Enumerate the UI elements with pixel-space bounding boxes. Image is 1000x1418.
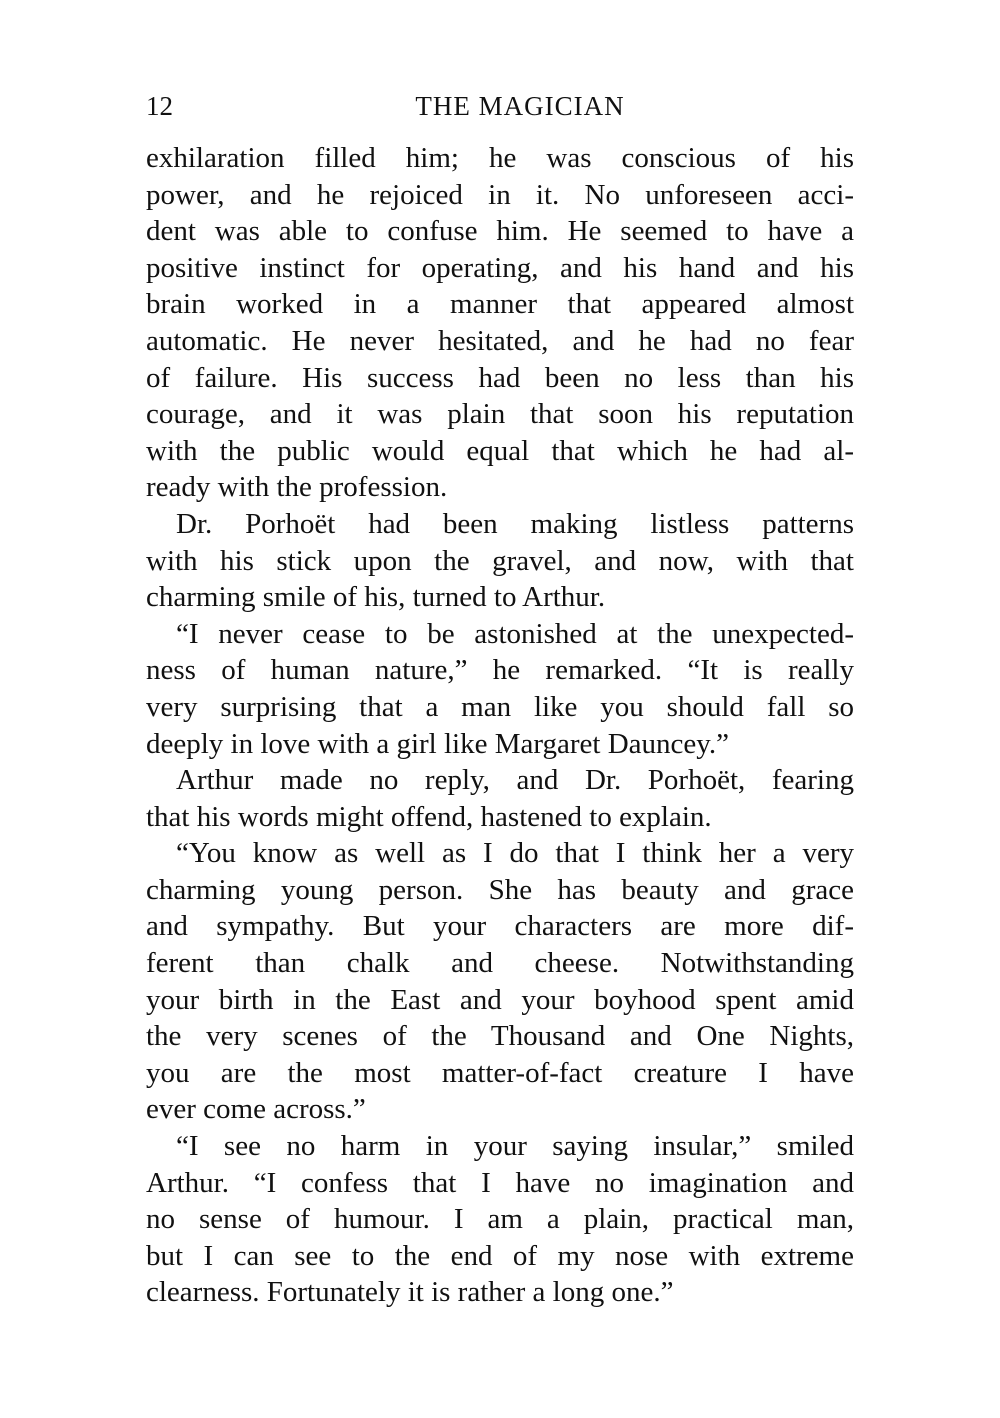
text-line: with the public would equal that which he had al- bbox=[146, 434, 854, 467]
text-line: “I never cease to be astonished at the unexpected- bbox=[176, 617, 854, 650]
text-line: ready with the profession. bbox=[146, 471, 448, 504]
text-line: exhilaration filled him; he was conscious of his bbox=[146, 142, 854, 174]
paragraph-1 bbox=[146, 140, 854, 506]
text-line: Arthur. “I confess that I have no imagination and bbox=[146, 1166, 854, 1199]
text-line: ever come across.” bbox=[146, 1093, 366, 1126]
running-title: THE MAGICIAN bbox=[415, 91, 625, 121]
text-line: Arthur made no reply, and Dr. Porhoët, fearing bbox=[176, 764, 854, 797]
text-line: charming young person. She has beauty and grace bbox=[146, 873, 854, 906]
text-line: power, and he rejoiced in it. No unforeseen acci- bbox=[146, 178, 854, 211]
text-line: clearness. Fortunately it is rather a long one.” bbox=[146, 1276, 674, 1309]
paragraph-2 bbox=[146, 506, 854, 616]
text-line: of failure. His success had been no less than his bbox=[146, 361, 854, 394]
paragraph-3 bbox=[146, 616, 854, 762]
text-line: you are the most matter-of-fact creature I have bbox=[146, 1056, 854, 1089]
text-line: deeply in love with a girl like Margaret Dauncey.” bbox=[146, 727, 730, 760]
text-line: that his words might offend, hastened to explain. bbox=[146, 800, 712, 833]
text-line: brain worked in a manner that appeared almost bbox=[146, 288, 854, 321]
text-line: your birth in the East and your boyhood spent amid bbox=[146, 983, 854, 1016]
text-line: courage, and it was plain that soon his reputation bbox=[146, 398, 854, 431]
text-line: automatic. He never hesitated, and he had no fear bbox=[146, 324, 854, 357]
text-line: no sense of humour. I am a plain, practical man, bbox=[146, 1203, 854, 1236]
text-line: “You know as well as I do that I think her a very bbox=[176, 837, 854, 870]
text-line: charming smile of his, turned to Arthur. bbox=[146, 581, 606, 614]
running-head bbox=[146, 86, 854, 126]
text-line: the very scenes of the Thousand and One Nights, bbox=[146, 1020, 854, 1053]
body-text bbox=[146, 140, 854, 1311]
page-number: 12 bbox=[146, 91, 173, 121]
text-line: but I can see to the end of my nose with extreme bbox=[146, 1239, 854, 1272]
paragraph-6 bbox=[146, 1128, 854, 1311]
text-line: Dr. Porhoët had been making listless patterns bbox=[176, 507, 854, 540]
text-line: “I see no harm in your saying insular,” smiled bbox=[176, 1130, 854, 1163]
text-line: positive instinct for operating, and his hand and his bbox=[146, 251, 854, 284]
paragraph-5 bbox=[146, 835, 854, 1128]
text-line: ness of human nature,” he remarked. “It is really bbox=[146, 654, 854, 687]
paragraph-4 bbox=[146, 762, 854, 835]
text-line: with his stick upon the gravel, and now, with that bbox=[146, 544, 854, 577]
text-line: very surprising that a man like you should fall so bbox=[146, 690, 854, 723]
text-line: ferent than chalk and cheese. Notwithstanding bbox=[146, 947, 854, 980]
text-line: and sympathy. But your characters are more dif- bbox=[146, 910, 854, 943]
text-line: dent was able to confuse him. He seemed to have a bbox=[146, 215, 854, 248]
